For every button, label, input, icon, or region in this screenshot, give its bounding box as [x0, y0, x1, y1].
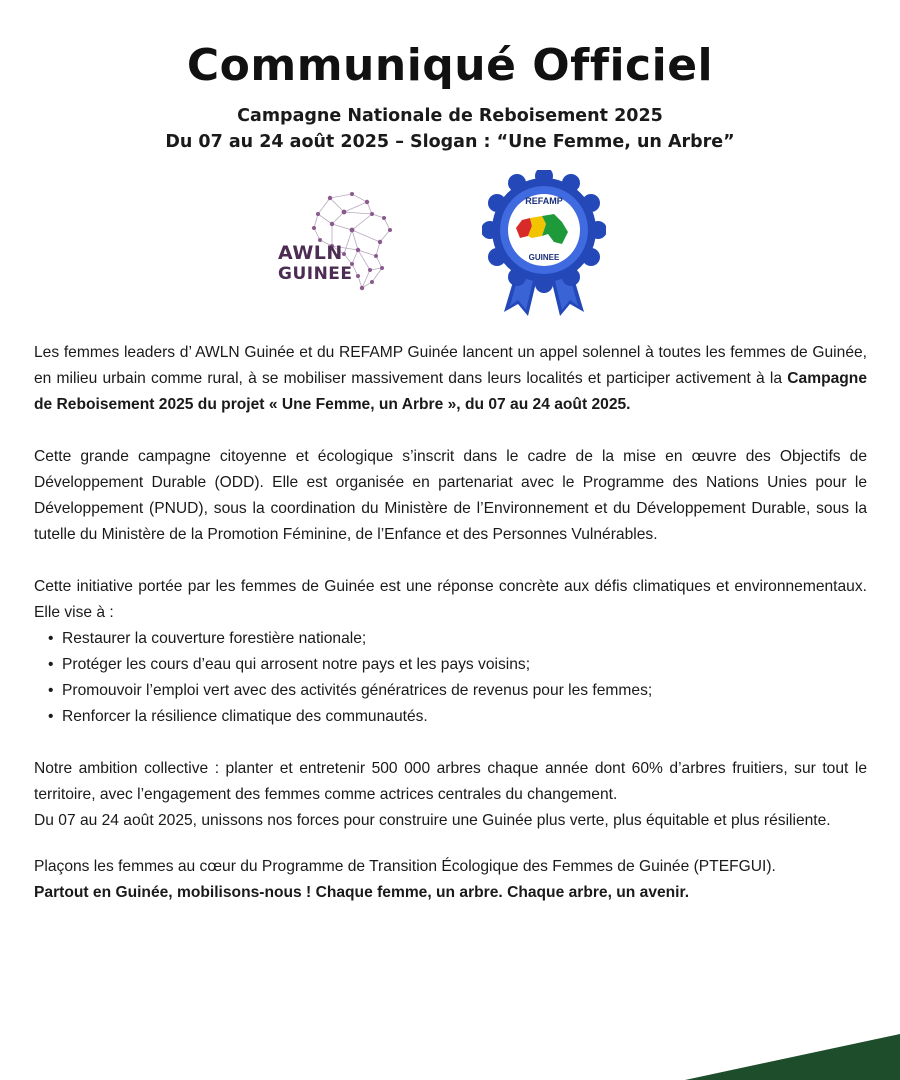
closing-slogan: Partout en Guinée, mobilisons-nous ! Chaque femme, un arbre. Chaque arbre, un avenir. — [34, 884, 690, 901]
awln-logo-line1: AWLN — [278, 242, 343, 264]
page-title: Communiqué Officiel — [186, 40, 714, 91]
list-item: • Renforcer la résilience climatique des communautés. — [62, 704, 867, 730]
paragraph-ambition: Notre ambition collective : planter et entretenir 500 000 arbres chaque année dont 60% d’arbres fruitiers, sur tout le territoire, avec l’engagement des femmes comme actrices centrales du changement. — [34, 760, 867, 803]
paragraph-context: Cette grande campagne citoyenne et écologique s’inscrit dans le cadre de la mise en œuvre des Objectifs de Développement Durable (ODD). Elle est organisée en partenariat avec le Programme des Nations Unies pour le Développement (PNUD), sous la coordination du Ministère de l’Environnement et du Développement Durable, sous la tutelle du Ministère de la Promotion Féminine, de l’Enfance et des Personnes Vulnérables. — [34, 448, 867, 543]
refamp-top-text: REFAMP — [525, 196, 563, 206]
awln-logo-line2: GUINEE — [278, 264, 353, 284]
refamp-guinee-logo — [482, 170, 606, 318]
paragraph-initiative: Cette initiative portée par les femmes de Guinée est une réponse concrète aux défis climatiques et environnementaux. Elle vise à : — [34, 578, 867, 621]
paragraph-appeal — [34, 340, 867, 418]
rosette-badge-icon — [482, 170, 606, 318]
green-corner-decoration — [685, 1034, 900, 1080]
campaign-subtitle: Campagne Nationale de Reboisement 2025 — [237, 106, 663, 126]
communique-body — [34, 340, 867, 906]
appeal-campaign-bold: Campagne de Reboisement 2025 du projet « Une Femme, un Arbre », du 07 au 24 août 2025. — [34, 370, 867, 413]
campaign-dates-slogan: Du 07 au 24 août 2025 – Slogan : “Une Femme, un Arbre” — [165, 132, 735, 152]
list-item: • Restaurer la couverture forestière nationale; — [62, 626, 867, 652]
objectives-list — [34, 626, 867, 730]
paragraph-ptefgui: Plaçons les femmes au cœur du Programme de Transition Écologique des Femmes de Guinée (PTEFGUI). — [34, 858, 776, 875]
list-item: • Promouvoir l’emploi vert avec des activités génératrices de revenus pour les femmes; — [62, 678, 867, 704]
list-item: • Protéger les cours d’eau qui arrosent notre pays et les pays voisins; — [62, 652, 867, 678]
paragraph-unite: Du 07 au 24 août 2025, unissons nos forces pour construire une Guinée plus verte, plus équitable et plus résiliente. — [34, 812, 831, 829]
appeal-text: Les femmes leaders d’ AWLN Guinée et du REFAMP Guinée lancent un appel solennel à toutes les femmes de Guinée, en milieu urbain comme rural, à se mobiliser massivement dans leurs localités et participer activement à la — [34, 344, 867, 387]
awln-guinee-logo — [272, 190, 402, 295]
refamp-bottom-text: GUINEE — [528, 253, 560, 262]
